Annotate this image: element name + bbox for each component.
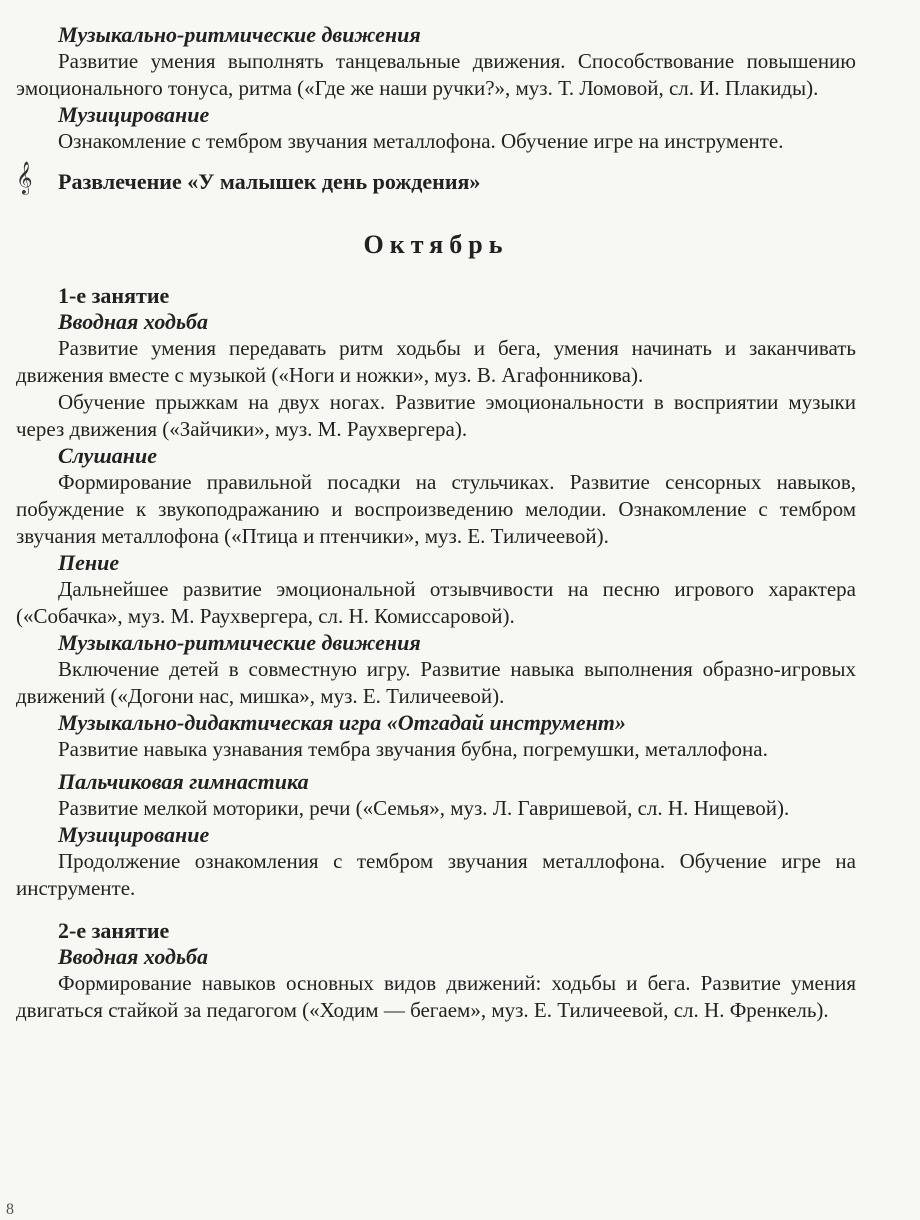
- section-title-intro-walk: Вводная ходьба: [58, 309, 208, 334]
- paragraph: Формирование навыков основных видов движений: ходьбы и бега. Развитие умения двигаться стайкой за педагогом («Ходим — бегаем», муз. Е. Тиличеевой, сл. Н. Френкель).: [16, 971, 856, 1022]
- paragraph: Дальнейшее развитие эмоциональной отзывчивости на песню игрового характера («Собачка», муз. М. Раухвергера, сл. Н. Комиссаровой).: [16, 577, 856, 628]
- section-title-listening: Слушание: [58, 443, 157, 468]
- paragraph: Обучение прыжкам на двух ногах. Развитие эмоциональности в восприятии музыки через движения («Зайчики», муз. М. Раухвергера).: [16, 390, 856, 441]
- session-title-1: 1-е занятие: [58, 283, 170, 308]
- section-title-music-making: Музицирование: [58, 102, 210, 127]
- section-title-singing: Пение: [58, 550, 120, 575]
- page-number: 8: [6, 1201, 14, 1218]
- paragraph: Продолжение ознакомления с тембром звучания металлофона. Обучение игре на инструменте.: [16, 849, 856, 900]
- paragraph: Развитие умения передавать ритм ходьбы и бега, умения начинать и заканчивать движения вместе с музыкой («Ноги и ножки», муз. В. Агафонникова).: [16, 336, 856, 387]
- paragraph: Формирование правильной посадки на стульчиках. Развитие сенсорных навыков, побуждение к звукоподражанию и воспроизведению мелодии. Ознакомление с тембром звучания металлофона («Птица и птенчики», муз. Е. Тиличеевой).: [16, 470, 856, 548]
- paragraph: Включение детей в совместную игру. Развитие навыка выполнения образно-игровых движений («Догони нас, мишка», муз. Е. Тиличеевой).: [16, 657, 856, 708]
- section-title-intro-walk: Вводная ходьба: [58, 944, 208, 969]
- month-title: Октябрь: [363, 230, 509, 259]
- section-title-rhythmic-movements: Музыкально-ритмические движения: [58, 630, 421, 655]
- paragraph: Развитие навыка узнавания тембра звучания бубна, погремушки, металлофона.: [58, 737, 768, 761]
- section-title-music-making: Музицирование: [58, 822, 210, 847]
- session-title-2: 2-е занятие: [58, 918, 170, 943]
- entertainment-title: Развлечение «У малышек день рождения»: [58, 169, 481, 194]
- entertainment-heading: [16, 161, 856, 195]
- section-title-rhythmic-movements: Музыкально-ритмические движения: [58, 22, 421, 47]
- section-title-didactic-game: Музыкально-дидактическая игра «Отгадай инструмент»: [58, 710, 626, 735]
- paragraph: Ознакомление с тембром звучания металлофона. Обучение игре на инструменте.: [58, 129, 784, 153]
- treble-clef-icon: 𝄞: [16, 161, 33, 194]
- section-title-finger-gymnastics: Пальчиковая гимнастика: [58, 769, 309, 794]
- paragraph: Развитие мелкой моторики, речи («Семья», муз. Л. Гавришевой, сл. Н. Нищевой).: [58, 796, 790, 820]
- paragraph: Развитие умения выполнять танцевальные движения. Способствование повышению эмоционального тонуса, ритма («Где же наши ручки?», муз. Т. Ломовой, сл. И. Плакиды).: [16, 49, 856, 100]
